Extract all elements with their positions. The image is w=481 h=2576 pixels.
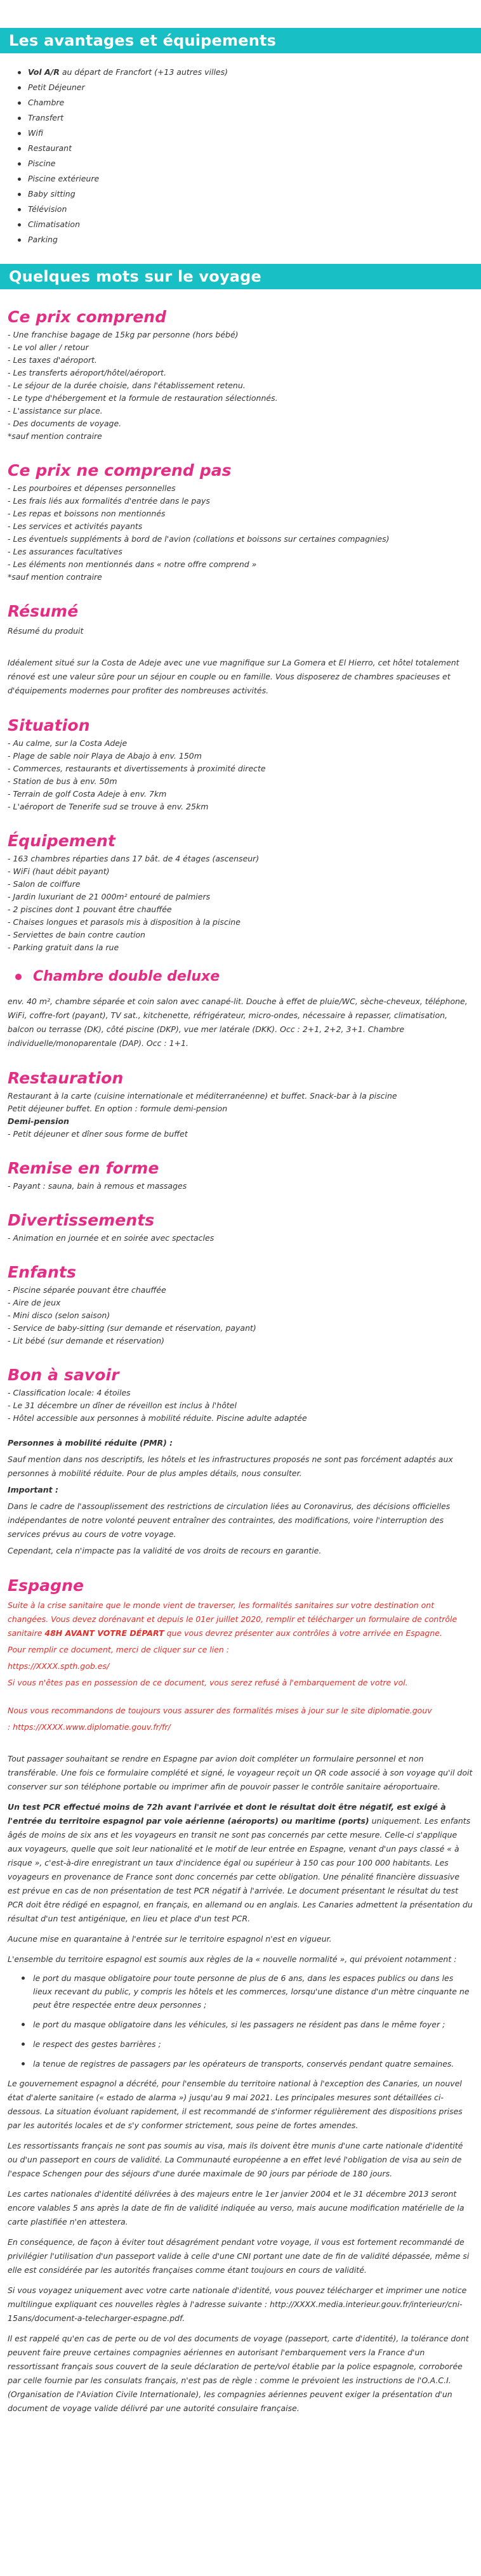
list-line: - Des documents de voyage. — [8, 419, 122, 428]
list-line: - Une franchise bagage de 15kg par personne (hors bébé) — [8, 330, 239, 339]
forme-title: Remise en forme — [8, 1159, 159, 1177]
restauration-title: Restauration — [8, 1069, 124, 1087]
prix-non-title: Ce prix ne comprend pas — [8, 461, 232, 480]
bullet-icon — [15, 974, 22, 980]
section-banner-avantages: Les avantages et équipements — [0, 28, 481, 53]
enfants-list — [8, 1284, 473, 1347]
espagne-form-prompt: Pour remplir ce document, merci de cliquer sur ce lien : — [8, 1645, 229, 1654]
demi-pension-title: Demi-pension — [8, 1116, 69, 1126]
list-line: - Salon de coiffure — [8, 879, 81, 889]
list-line: - Terrain de golf Costa Adeje à env. 7km — [8, 789, 167, 799]
list-line: Petit déjeuner buffet. En option : formule demi-pension — [8, 1104, 228, 1113]
restauration-list — [8, 1090, 473, 1115]
list-line: - Les services et activités payants — [8, 521, 143, 531]
list-item: le respect des gestes barrières ; — [33, 2037, 473, 2051]
list-line: - Lit bébé (sur demande et réservation) — [8, 1336, 165, 1345]
prix-non-list — [8, 482, 473, 584]
resume-text: Idéalement situé sur la Costa de Adeje avec une vue magnifique sur La Gomera et El Hierro, cet hôtel totalement rénové est une valeur sûre pour un séjour en couple ou en famille. Vous disposerez de chambres spacieuses et d'équipements modernes pour profiter des nombreuses activités. — [8, 658, 459, 695]
amenity-item: Climatisation — [22, 217, 481, 232]
important-text: Dans le cadre de l'assouplissement des restrictions de circulation liées au Coronavirus, des décisions officielles indépendantes de notre volonté peuvent entraîner des contraintes, des modifications, voire l'interruption des services prévus au cours de votre voyage. — [8, 1501, 451, 1539]
espagne-p1: Tout passager souhaitant se rendre en Espagne par avion doit compléter un formulaire personnel et non transférable. Une fois ce formulaire complété et signé, le voyageur reçoit un QR code associé à son voyage qu'il doit conserver sur son téléphone portable ou imprimer afin de pouvoir passer le contrôle sanitaire aéroportuaire. — [8, 1754, 473, 1791]
espagne-alert: Suite à la crise sanitaire que le monde vient de traverser, les formalités sanitaires sur votre destination ont changées. Vous devez dorénavant et depuis le 01er juillet 2020, remplir et télécharger un formulaire de contrôle sanitaire 48H AVANT VOTRE DÉPART que vous devrez présenter aux contrôles à votre arrivée en Espagne. — [8, 1600, 458, 1638]
espagne-title: Espagne — [8, 1576, 84, 1595]
situation-title: Situation — [8, 716, 90, 735]
chambre-heading — [15, 971, 473, 983]
resume-title: Résumé — [8, 602, 79, 620]
list-line: *sauf mention contraire — [8, 572, 102, 582]
pmr-title: Personnes à mobilité réduite (PMR) : — [8, 1438, 173, 1448]
list-item: le port du masque obligatoire dans les véhicules, si les passagers ne résident pas dans le même foyer ; — [33, 2018, 473, 2031]
espagne-p7: Les cartes nationales d'identité délivrées à des majeurs entre le 1er janvier 2004 et le 31 décembre 2013 seront encore valables 5 ans après la date de fin de validité indiquée au verso, mais aucune modification matérielle de la carte plastifiée n'en attestera. — [8, 2189, 465, 2226]
amenity-item: Parking — [22, 232, 481, 247]
amenity-item: Transfert — [22, 110, 481, 126]
divertissements-list — [8, 1232, 473, 1245]
espagne-p5: Le gouvernement espagnol a décrété, pour l'ensemble du territoire national à l'exception des Canaries, un nouvel état d'alerte sanitaire (« estado de alarma ») jusqu'au 9 mai 2021. Les principales mesures sont détaillées ci-dessous. La situation évoluant rapidement, il est recommandé de s'informer régulièrement des dispositions prises par les autorités locales et de s'y conformer strictement, sous peine de fortes amendes. — [8, 2079, 463, 2130]
prix-comprend-title: Ce prix comprend — [8, 308, 167, 326]
espagne-alert-deadline: 48H AVANT VOTRE DÉPART — [44, 1628, 164, 1638]
list-line: - Le séjour de la durée choisie, dans l'établissement retenu. — [8, 381, 246, 390]
list-line: - Plage de sable noir Playa de Abajo à env. 150m — [8, 751, 202, 761]
espagne-p2: Un test PCR effectué moins de 72h avant l'arrivée et dont le résultat doit être négatif, est exigé à l'entrée du territoire espagnol par voie aérienne (aéroports) ou maritime (ports) uniquement. Les enfants âgés de moins de six ans et les voyageurs en transit ne sont pas concernés par cette mesure. Celle-ci s'applique aux voyageurs, quelle que soit leur nationalité et le motif de leur entrée en Espagne, venant d'un pays classé « à risque », c'est-à-dire enregistrant un taux d'incidence égal ou supérieur à 150 cas pour 100 000 habitants. Les voyageurs en provenance de France sont donc concernés par cette obligation. Une pénalité financière dissuasive est prévue en cas de non présentation de test PCR négatif à l'arrivée. Le document présentant le résultat du test PCR doit être rédigé en espagnol, en français, en allemand ou en anglais. Les Canaries admettent la présentation du résultat d'un test antigénique, en lieu et place d'un test PCR. — [8, 1802, 473, 1923]
amenity-item: Vol A/R au départ de Francfort (+13 autres villes) — [22, 65, 481, 80]
espagne-p8: En conséquence, de façon à éviter tout désagrément pendant votre voyage, il vous est fortement recommandé de privilégier l'utilisation d'un passeport valide à celle d'une CNI portant une date de fin de validité dépassée, même si elle est considérée par les autorités françaises comme étant toujours en cours de validité. — [8, 2237, 470, 2275]
amenity-item: Piscine extérieure — [22, 171, 481, 186]
prix-comprend-list — [8, 329, 473, 443]
equipement-list — [8, 853, 473, 954]
spth-link[interactable]: https://XXXX.spth.gob.es/ — [8, 1661, 110, 1671]
list-line: - Chaises longues et parasols mis à disposition à la piscine — [8, 917, 240, 927]
diplomatie-link[interactable]: : https://XXXX.www.diplomatie.gouv.fr/fr/ — [8, 1722, 171, 1732]
list-line: - Payant : sauna, bain à remous et massages — [8, 1181, 187, 1191]
list-line: - Les taxes d'aéroport. — [8, 355, 97, 365]
list-line: - Les éventuels suppléments à bord de l'avion (collations et boissons sur certaines compagnies) — [8, 534, 390, 544]
list-line: *sauf mention contraire — [8, 431, 102, 441]
list-line: - L'aéroport de Tenerife sud se trouve à env. 25km — [8, 802, 209, 811]
pmr-text: Sauf mention dans nos descriptifs, les hôtels et les infrastructures proposés ne sont pas forcément adaptés aux personnes à mobilité réduite. Pour de plus amples détails, nous consulter. — [8, 1455, 453, 1478]
list-line: - Jardin luxuriant de 21 000m² entouré de palmiers — [8, 892, 211, 901]
list-line: - 163 chambres réparties dans 17 bât. de 4 étages (ascenseur) — [8, 854, 260, 863]
list-line: - Le vol aller / retour — [8, 343, 89, 352]
important-text-2: Cependant, cela n'impacte pas la validité de vos droits de recours en garantie. — [8, 1546, 322, 1555]
list-line: - Les éléments non mentionnés dans « notre offre comprend » — [8, 559, 257, 569]
list-line: - Animation en journée et en soirée avec spectacles — [8, 1233, 214, 1243]
espagne-p10: Il est rappelé qu'en cas de perte ou de vol des documents de voyage (passeport, carte d'identité), la tolérance dont peuvent faire preuve certaines compagnies aériennes en autorisant l'embarquement vers la France d'un ressortissant français sous couvert de la seule déclaration de perte/vol établie par la police espagnole, corroborée par celle fournie par les consulats français, n'est pas de règle : comme le prévoient les instructions de l'O.A.C.I. (Organisation de l'Aviation Civile Internationale), les compagnies aériennes peuvent exiger la présentation d'un document de voyage valide délivré par une autorité consulaire française. — [8, 2334, 469, 2413]
list-item: la tenue de registres de passagers par les opérateurs de transports, conservés pendant quatre semaines. — [33, 2057, 473, 2070]
list-line: Restaurant à la carte (cuisine internationale et méditerranéenne) et buffet. Snack-bar à la piscine — [8, 1091, 397, 1101]
list-line: - 2 piscines dont 1 pouvant être chauffée — [8, 905, 172, 914]
list-line: - Au calme, sur la Costa Adeje — [8, 738, 128, 748]
enfants-title: Enfants — [8, 1263, 76, 1281]
chambre-text: env. 40 m², chambre séparée et coin salon avec canapé-lit. Douche à effet de pluie/WC, sèche-cheveux, téléphone, WiFi, coffre-fort (payant), TV sat., kitchenette, réfrigérateur, micro-ondes, nécessaire à repasser, climatisation, balcon ou terrasse (DK), côté piscine (DKP), vue mer latérale (DKK). Occ : 2+1, 2+2, 3+1. Chambre individuelle/monoparentale (DAP). Occ : 1+1. — [8, 997, 468, 1048]
chambre-title: Chambre double deluxe — [33, 969, 220, 984]
list-line: - Classification locale: 4 étoiles — [8, 1388, 131, 1397]
list-line: - Le 31 décembre un dîner de réveillon est inclus à l'hôtel — [8, 1401, 237, 1410]
list-line: - Service de baby-sitting (sur demande et réservation, payant) — [8, 1323, 256, 1333]
espagne-p4: L'ensemble du territoire espagnol est soumis aux règles de la « nouvelle normalité », qui prévoient notamment : — [8, 1954, 457, 1964]
list-line: - Les repas et boissons non mentionnés — [8, 509, 166, 518]
bon-a-savoir-list — [8, 1387, 473, 1425]
espagne-p9: Si vous voyagez uniquement avec votre carte nationale d'identité, vous pouvez télécharger et imprimer une notice multilingue expliquant ces nouvelles règles à l'adresse suivante : http://XXXX.media.interieur.gouv.fr/interieur/cni-15ans/document-a-telecharger-espagne.pdf. — [8, 2285, 467, 2323]
amenity-item: Piscine — [22, 156, 481, 171]
espagne-p3: Aucune mise en quarantaine à l'entrée sur le territoire espagnol n'est en vigueur. — [8, 1934, 332, 1944]
amenity-item: Restaurant — [22, 141, 481, 156]
voyage-content — [0, 307, 481, 2416]
list-line: - L'assistance sur place. — [8, 406, 103, 415]
forme-list — [8, 1180, 473, 1193]
equipement-title: Équipement — [8, 832, 115, 850]
list-item: le port du masque obligatoire pour toute personne de plus de 6 ans, dans les espaces publics ou dans les lieux recevant du public, y compris les hôtels et les commerces, lorsqu'une distance d'un mètre cinquante ne peut être respectée entre deux personnes ; — [33, 1971, 473, 2011]
important-title: Important : — [8, 1485, 59, 1494]
bon-a-savoir-title: Bon à savoir — [8, 1366, 119, 1384]
list-line: - Hôtel accessible aux personnes à mobilité réduite. Piscine adulte adaptée — [8, 1413, 307, 1423]
amenity-item: Télévision — [22, 202, 481, 217]
list-line: - Aire de jeux — [8, 1298, 61, 1307]
normalite-list — [8, 1971, 473, 2070]
demi-pension-line: - Petit déjeuner et dîner sous forme de buffet — [8, 1129, 188, 1139]
amenity-item: Petit Déjeuner — [22, 80, 481, 95]
list-line: - Le type d'hébergement et la formule de restauration sélectionnés. — [8, 393, 278, 403]
diplomatie-note: Nous vous recommandons de toujours vous assurer des formalités mises à jour sur le site diplomatie.gouv — [8, 1706, 432, 1715]
amenity-item: Chambre — [22, 95, 481, 110]
situation-list — [8, 737, 473, 813]
amenities-list — [0, 53, 481, 264]
list-line: - Parking gratuit dans la rue — [8, 943, 119, 952]
list-line: - Les frais liés aux formalités d'entrée dans le pays — [8, 496, 210, 506]
amenity-item: Wifi — [22, 126, 481, 141]
resume-subtitle: Résumé du produit — [8, 626, 84, 636]
section-banner-voyage: Quelques mots sur le voyage — [0, 264, 481, 289]
espagne-p6: Les ressortissants français ne sont pas soumis au visa, mais ils doivent être munis d'une carte nationale d'identité ou d'un passeport en cours de validité. La Communauté européenne a en effet levé l'obligation de visa au sein de l'espace Schengen pour des séjours d'une durée maximale de 90 jours par période de 180 jours. — [8, 2141, 463, 2178]
list-line: - Piscine séparée pouvant être chauffée — [8, 1285, 166, 1295]
list-line: - Serviettes de bain contre caution — [8, 930, 145, 939]
divertissements-title: Divertissements — [8, 1211, 155, 1229]
list-line: - Les pourboires et dépenses personnelles — [8, 483, 176, 493]
list-line: - Commerces, restaurants et divertissements à proximité directe — [8, 764, 266, 773]
espagne-refusal-note: Si vous n'êtes pas en possession de ce document, vous serez refusé à l'embarquement de votre vol. — [8, 1678, 408, 1687]
list-line: - WiFi (haut débit payant) — [8, 866, 110, 876]
list-line: - Mini disco (selon saison) — [8, 1311, 110, 1320]
list-line: - Les transferts aéroport/hôtel/aéroport. — [8, 368, 166, 377]
list-line: - Station de bus à env. 50m — [8, 776, 117, 786]
amenity-item: Baby sitting — [22, 186, 481, 202]
list-line: - Les assurances facultatives — [8, 547, 122, 556]
